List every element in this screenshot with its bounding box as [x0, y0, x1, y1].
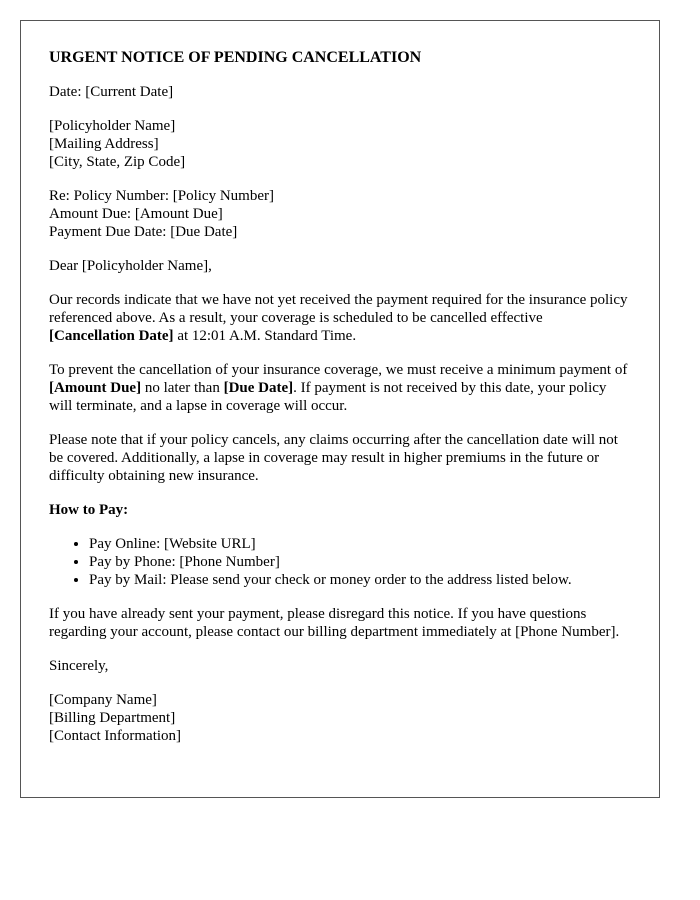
signature-block	[49, 691, 631, 745]
amount-due-placeholder: [Amount Due]	[49, 380, 142, 396]
paragraph-cancellation-notice	[49, 291, 631, 345]
paragraph-text: at 12:01 A.M. Standard Time.	[173, 328, 357, 344]
list-item: • Pay by Phone: [Phone Number]	[89, 553, 631, 571]
paragraph-text: Our records indicate that we have not yet received the payment required for the insurance policy referenced above. As a result, your coverage is scheduled to be cancelled effective	[49, 292, 628, 326]
paragraph-text: . If payment is not received by this date, your policy will terminate, and a lapse in coverage will occur.	[49, 380, 607, 414]
letter-title: URGENT NOTICE OF PENDING CANCELLATION	[49, 49, 422, 66]
paragraph-prevent-cancellation	[49, 361, 631, 415]
list-item: • Pay by Mail: Please send your check or money order to the address listed below.	[89, 571, 631, 589]
date-line: Date: [Current Date]	[49, 84, 174, 100]
cancellation-date-placeholder: [Cancellation Date]	[49, 328, 174, 344]
signature-department: [Billing Department]	[49, 710, 176, 726]
letter-document	[20, 20, 660, 798]
due-date-placeholder: [Due Date]	[223, 380, 294, 396]
paragraph-text: no later than	[141, 380, 224, 396]
payment-methods-list	[49, 535, 631, 589]
recipient-city-state-zip: [City, State, Zip Code]	[49, 154, 186, 170]
salutation: Dear [Policyholder Name],	[49, 258, 212, 274]
reference-block	[49, 187, 631, 241]
amount-due-line: Amount Due: [Amount Due]	[49, 206, 223, 222]
list-item: • Pay Online: [Website URL]	[89, 535, 631, 553]
closing: Sincerely,	[49, 658, 109, 674]
payment-due-date-line: Payment Due Date: [Due Date]	[49, 224, 238, 240]
paragraph-lapse-warning: Please note that if your policy cancels, any claims occurring after the cancellation date will not be covered. Additionally, a lapse in coverage may result in higher premiums in the future or difficulty obtaining new insurance.	[49, 432, 618, 484]
how-to-pay-heading: How to Pay:	[49, 502, 129, 518]
policy-number-line: Re: Policy Number: [Policy Number]	[49, 188, 274, 204]
signature-contact: [Contact Information]	[49, 728, 182, 744]
recipient-name: [Policyholder Name]	[49, 118, 176, 134]
paragraph-already-paid: If you have already sent your payment, please disregard this notice. If you have questions regarding your account, please contact our billing department immediately at [Phone Number].	[49, 606, 620, 640]
recipient-address-block	[49, 117, 631, 171]
paragraph-text: To prevent the cancellation of your insurance coverage, we must receive a minimum payment of	[49, 362, 628, 378]
recipient-address: [Mailing Address]	[49, 136, 159, 152]
signature-company: [Company Name]	[49, 692, 157, 708]
